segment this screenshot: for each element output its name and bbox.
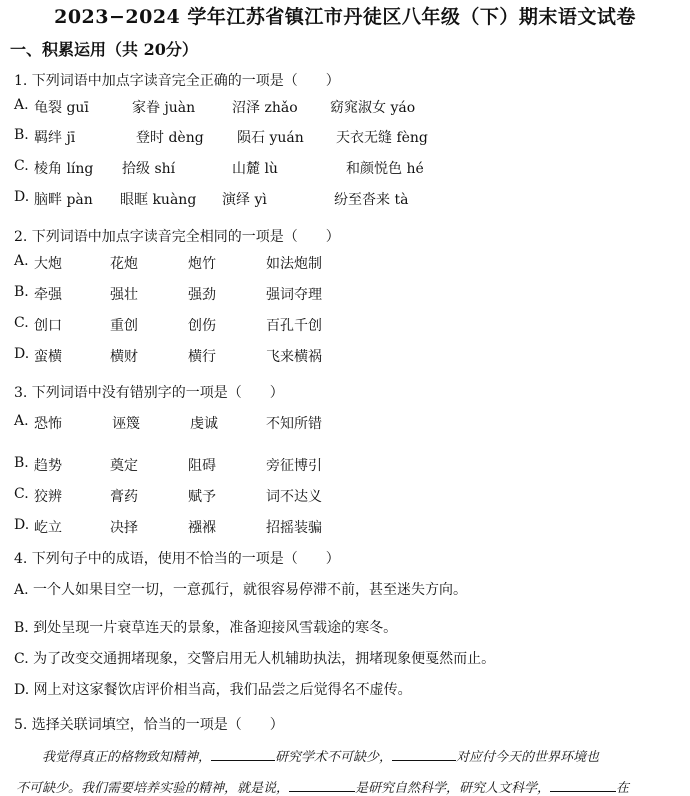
- option-item: 纷至沓来 tà: [334, 192, 409, 208]
- option-item: 虔诚: [190, 416, 218, 432]
- option-item: 趋势: [34, 458, 62, 474]
- option-item: 演绎 yì: [222, 192, 267, 208]
- option-item: 决择: [110, 520, 138, 536]
- paragraph-text: 我觉得真正的格物致知精神，: [42, 750, 212, 765]
- option-item: 屹立: [34, 520, 62, 536]
- option-item: 龟裂 guī: [34, 100, 89, 116]
- section-heading: 一、积累运用（共 20分）: [10, 40, 198, 59]
- option-item: 棱角 líng: [34, 161, 94, 177]
- option-item: 襁褓: [188, 520, 216, 536]
- option-item: 百孔千创: [266, 318, 322, 334]
- paragraph-text: 研究学术不可缺少，: [275, 750, 393, 765]
- option-label: C.: [14, 486, 29, 502]
- option-item: 炮竹: [188, 256, 216, 272]
- q4-option-c[interactable]: C. 为了改变交通拥堵现象，交警启用无人机辅助执法，拥堵现象便戛然而止。: [14, 651, 496, 667]
- paragraph-text: 对应付今天的世界环境也: [456, 750, 600, 765]
- option-item: 大炮: [34, 256, 62, 272]
- paragraph-text: 是研究自然科学，研究人文科学，: [355, 781, 551, 796]
- option-item: 阻碍: [188, 458, 216, 474]
- option-item: 花炮: [110, 256, 138, 272]
- question-1-stem: 1. 下列词语中加点字读音完全正确的一项是（ ）: [14, 73, 340, 89]
- question-2-stem: 2. 下列词语中加点字读音完全相同的一项是（ ）: [14, 229, 340, 245]
- option-item: 强壮: [110, 287, 138, 303]
- option-item: 和颜悦色 hé: [346, 161, 424, 177]
- option-item: 如法炮制: [266, 256, 322, 272]
- option-item: 脑畔 pàn: [34, 192, 93, 208]
- option-item: 山麓 lù: [232, 161, 278, 177]
- option-item: 横财: [110, 349, 138, 365]
- option-item: 强劲: [188, 287, 216, 303]
- option-label: A.: [14, 253, 29, 269]
- q4-option-d[interactable]: D. 网上对这家餐饮店评价相当高，我们品尝之后觉得名不虚传。: [14, 682, 412, 698]
- option-item: 羁绊 jī: [34, 130, 76, 146]
- option-item: 牵强: [34, 287, 62, 303]
- paragraph-text: 在: [616, 781, 630, 796]
- option-item: 眼眶 kuàng: [120, 192, 197, 208]
- option-item: 诬篾: [112, 416, 140, 432]
- question-3-stem: 3. 下列词语中没有错别字的一项是（ ）: [14, 385, 284, 401]
- fill-blank-3[interactable]: [289, 779, 355, 792]
- q4-option-b[interactable]: B. 到处呈现一片衰草连天的景象，准备迎接风雪载途的寒冬。: [14, 620, 398, 636]
- option-item: 重创: [110, 318, 138, 334]
- option-label: D.: [14, 189, 30, 205]
- option-item: 家眷 juàn: [132, 100, 196, 116]
- option-item: 膏药: [110, 489, 138, 505]
- option-item: 旁征博引: [266, 458, 322, 474]
- option-item: 飞来横祸: [266, 349, 322, 365]
- option-item: 窈窕淑女 yáo: [330, 100, 416, 116]
- option-item: 蛮横: [34, 349, 62, 365]
- option-item: 陨石 yuán: [237, 130, 304, 146]
- question-4-stem: 4. 下列句子中的成语，使用不恰当的一项是（ ）: [14, 551, 340, 567]
- option-label: B.: [14, 284, 29, 300]
- option-label: C.: [14, 158, 29, 174]
- option-item: 登时 dèng: [136, 130, 204, 146]
- option-item: 沼泽 zhǎo: [232, 100, 298, 116]
- paragraph-text: 不可缺少。我们需要培养实验的精神，就是说，: [16, 781, 290, 796]
- fill-blank-1[interactable]: [211, 748, 275, 761]
- q4-option-a[interactable]: A. 一个人如果目空一切，一意孤行，就很容易停滞不前，甚至迷失方向。: [14, 582, 468, 598]
- option-item: 创伤: [188, 318, 216, 334]
- q5-paragraph-line-1: [42, 746, 599, 765]
- option-label: B.: [14, 455, 29, 471]
- option-item: 恐怖: [34, 416, 62, 432]
- question-5-stem: 5. 选择关联词填空，恰当的一项是（ ）: [14, 717, 284, 733]
- option-item: 天衣无缝 fèng: [336, 130, 428, 146]
- fill-blank-4[interactable]: [550, 779, 616, 792]
- option-item: 拾级 shí: [122, 161, 176, 177]
- option-label: D.: [14, 517, 30, 533]
- option-item: 强词夺理: [266, 287, 322, 303]
- option-item: 横行: [188, 349, 216, 365]
- fill-blank-2[interactable]: [392, 748, 456, 761]
- exam-title: 2023−2024 学年江苏省镇江市丹徒区八年级（下）期末语文试卷: [54, 6, 636, 28]
- option-item: 创口: [34, 318, 62, 334]
- option-label: C.: [14, 315, 29, 331]
- option-label: D.: [14, 346, 30, 362]
- option-label: B.: [14, 127, 29, 143]
- option-item: 词不达义: [266, 489, 322, 505]
- option-item: 狡辨: [34, 489, 62, 505]
- option-item: 奠定: [110, 458, 138, 474]
- q5-paragraph-line-2: [16, 777, 629, 796]
- option-item: 赋予: [188, 489, 216, 505]
- option-label: A.: [14, 97, 29, 113]
- option-item: 不知所错: [266, 416, 322, 432]
- option-label: A.: [14, 413, 29, 429]
- option-item: 招摇装骗: [266, 520, 322, 536]
